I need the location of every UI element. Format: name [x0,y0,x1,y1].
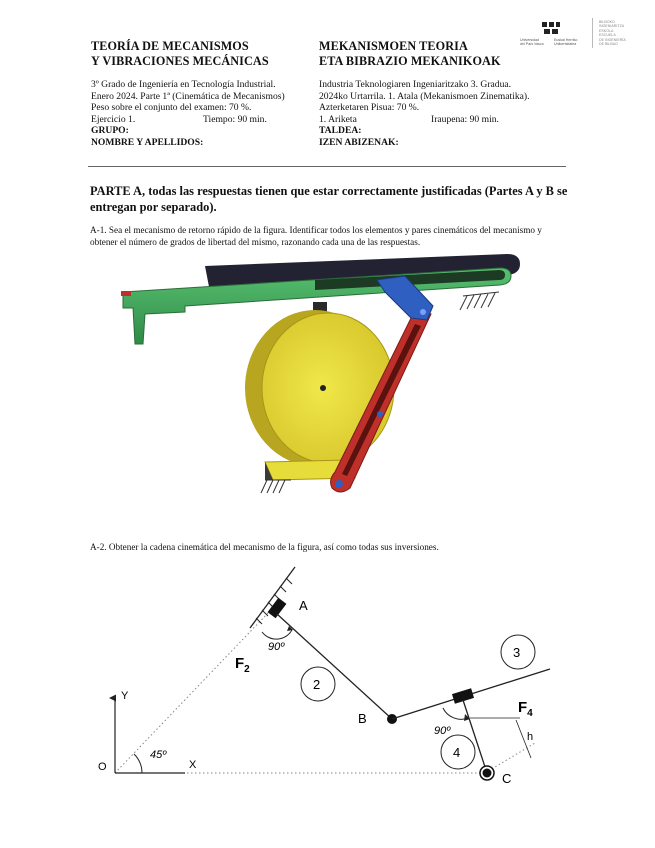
left-title-line2: Y VIBRACIONES MECÁNICAS [91,54,269,68]
yellow-disc [262,313,394,463]
logo-univ-es-2: del País Vasco [520,42,544,47]
h-label: h [527,731,534,743]
info-right [319,79,569,149]
info-right-group: TALDEA: [319,125,362,137]
red-pad [121,291,131,296]
info-left-group: GRUPO: [91,125,129,137]
label-B: B [358,711,367,726]
angle-45-arc [134,754,142,773]
parte-a-heading: PARTE A, todas las respuestas tienen que estar correctamente justificadas (Partes A y B se entregan por separado). [90,184,568,214]
info-right-weight: Azterketaren Pisua: 70 %. [319,102,420,114]
info-right-time: Iraupena: 90 min. [431,113,499,125]
info-left-weight: Peso sobre el conjunto del examen: 70 %. [91,102,252,114]
school-line5: DE INGENIERÍA [599,37,626,42]
origin-label: O [98,761,107,773]
label-A: A [299,598,308,613]
info-right-name: IZEN ABIZENAK: [319,136,399,148]
info-left-time: Tiempo: 90 min. [203,113,267,125]
link-2 [277,614,392,719]
info-left [91,79,311,149]
question-a1: A-1. Sea el mecanismo de retorno rápido de la figura. Identificar todos los elementos y pares cinemáticos del mecanismo y obtener el número de grados de libertad del mismo, razonando cada una de las respuestas. [90,225,542,247]
dotted-line-OA [115,613,268,773]
school-line1: BILBOKO [599,20,615,24]
info-left-exam: Enero 2024. Parte 1ª (Cinemática de Mecanismos) [91,90,285,102]
info-left-exercise: Ejercicio 1. [91,113,136,125]
red-link-slider-pin [377,411,383,417]
ground-hatch-A [256,578,292,624]
right-title [319,39,501,69]
info-left-name: NOMBRE Y APELLIDOS: [91,136,204,148]
force-F2-label: $F_2$ [235,655,250,675]
link-3-label: 3 [513,645,521,660]
info-left-degree: 3º Grado de Ingeniería en Tecnología Industrial. [91,79,276,90]
blue-slider-pin [420,309,426,315]
right-title-line2: ETA BIBRAZIO MEKANIKOAK [319,54,501,68]
label-C: C [502,771,512,786]
link-2-label: 2 [313,677,321,692]
info-right-exercise: 1. Ariketa [319,113,357,125]
school-line2: INGENIARITZA [599,24,625,29]
university-logo [520,20,582,50]
angle-90-A-arc [262,630,292,639]
red-link-pivot [335,480,343,488]
ground-hatch-right [460,292,499,310]
school-line4: ESCUELA [599,33,616,38]
disc-center [320,385,326,391]
right-title-line1: MEKANISMOEN TEORIA [319,39,468,53]
left-title [91,39,269,69]
logo-divider [592,18,593,48]
quick-return-mechanism-figure [115,248,535,513]
school-line3: ESKOLA [599,28,614,33]
school-line6: DE BILBAO [599,42,618,47]
info-right-degree: Industria Teknologiaren Ingeniaritzako 3. Gradua. [319,79,512,90]
angle-90-slider-arc [443,708,468,719]
question-a2: A-2. Obtener la cadena cinemática del mecanismo de la figura, así como todas sus inversiones. [90,542,439,552]
info-right-exam: 2024ko Urtarrila. 1. Atala (Mekanismoen Zinematika). [319,90,530,102]
angle-45-label: 45º [150,749,167,761]
left-title-line1: TEORÍA DE MECANISMOS [91,39,249,53]
kinematic-chain-diagram [90,558,565,803]
logo-univ-es-1: Universidad [520,38,539,42]
force-F4-label: $F_4$ [518,699,533,719]
logo-univ-eu-2: Unibertsitatea [554,42,577,47]
university-emblem-icon [540,20,562,36]
angle-90-slider-label: 90º [434,725,451,737]
link-4-label: 4 [453,745,461,760]
x-axis-label: X [189,759,197,771]
school-logo [599,20,626,46]
y-axis-label: Y [121,690,129,702]
angle-90-A-label: 90º [268,641,285,653]
header-divider [88,166,566,167]
logo-univ-eu-1: Euskal Herriko [554,38,578,42]
ground-hatch-bottom [261,480,291,493]
